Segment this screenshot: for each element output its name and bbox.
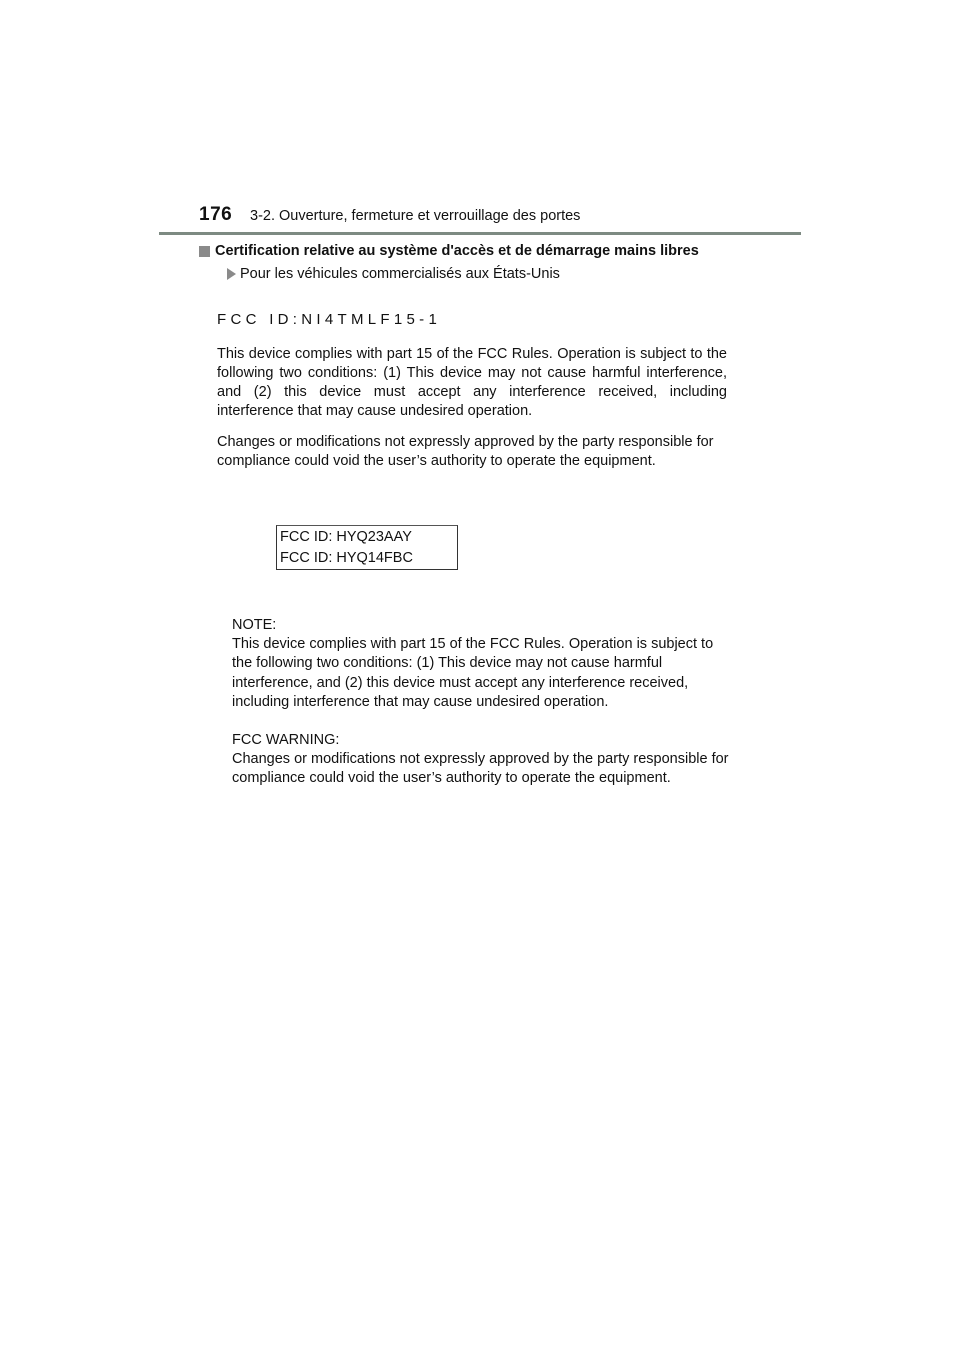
sub-heading — [227, 266, 560, 282]
fcc-statement-block-2 — [232, 616, 732, 789]
section-heading-text: Certification relative au système d'accès et de démarrage mains libres — [215, 243, 699, 259]
page-number: 176 — [199, 204, 233, 225]
fcc-id-line-1: FCC ID: HYQ23AAY — [280, 529, 412, 545]
note-title: NOTE: — [232, 617, 277, 633]
fcc-statement-block-1 — [217, 345, 727, 483]
warning-title: FCC WARNING: — [232, 732, 340, 749]
compliance-paragraph: This device complies with part 15 of the FCC Rules. Operation is subject to the following two conditions: (1) This device may not cause harmful interference, and (2) this device must accept any interference received, including interference that may cause undesired operation. — [217, 346, 727, 419]
triangle-bullet-icon — [227, 268, 236, 280]
fcc-id-box — [276, 525, 458, 570]
fcc-id-line-2: FCC ID: HYQ14FBC — [280, 550, 413, 566]
header-divider — [159, 232, 801, 235]
chapter-title: 3-2. Ouverture, fermeture et verrouillage des portes — [250, 208, 581, 224]
modification-paragraph: Changes or modifications not expressly approved by the party responsible for compliance could void the user’s authority to operate the equipment. — [217, 434, 714, 469]
sub-heading-text: Pour les véhicules commercialisés aux États-Unis — [240, 266, 560, 282]
warning-text: Changes or modifications not expressly approved by the party responsible for compliance could void the user’s authority to operate the equipment. — [232, 751, 729, 787]
spacer — [232, 712, 732, 731]
note-text: This device complies with part 15 of the FCC Rules. Operation is subject to the following two conditions: (1) This device may not cause harmful interference, and (2) this device must accept any interference received, including interference that may cause undesired operation. — [232, 636, 714, 710]
square-bullet-icon — [199, 246, 210, 257]
section-heading — [199, 243, 699, 259]
fcc-id-label-1: FCC ID:NI4TMLF15-1 — [217, 311, 442, 328]
